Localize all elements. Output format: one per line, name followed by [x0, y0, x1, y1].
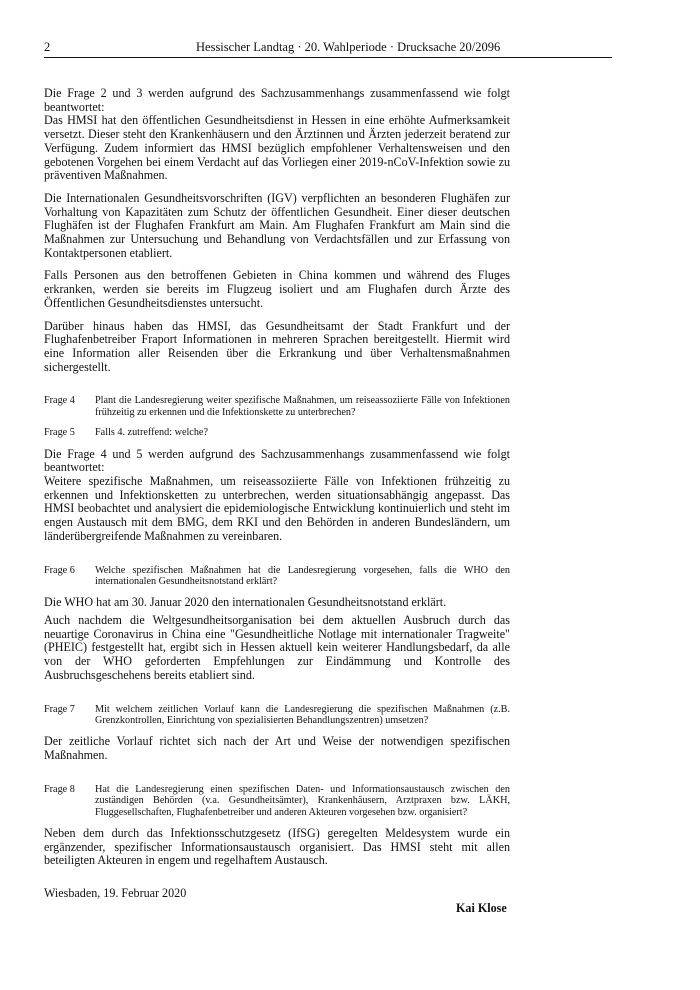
- question-4: [44, 395, 510, 418]
- document-body: [44, 87, 510, 916]
- question-5: [44, 427, 510, 438]
- answer-paragraph: Falls Personen aus den betroffenen Gebieten in China kommen und während des Fluges erkranken, werden sie bereits im Flugzeug isoliert und am Flughafen durch Ärzte des Öffentlichen Gesundheitsdienstes untersucht.: [44, 268, 510, 310]
- question-label: Frage 7: [44, 703, 75, 715]
- question-text: Falls 4. zutreffend: welche?: [95, 427, 208, 439]
- place-date: Wiesbaden, 19. Februar 2020: [44, 886, 187, 901]
- answer-paragraph: Neben dem durch das Infektionsschutzgesetz (IfSG) geregelten Meldesystem wurde ein ergänzender, spezifischer Informationsaustausch organisiert. Das HMSI steht mit allen beteiligten Akteuren in engem und regelhaftem Austausch.: [44, 825, 510, 868]
- header-rule: [44, 57, 612, 58]
- answer-paragraph: Die Internationalen Gesundheitsvorschriften (IGV) verpflichten an besonderen Flughäfen zur Vorhaltung von Kapazitäten zum Schutz der öffentlichen Gesundheit. Einer dieser deutschen Flughäfen ist der Flughafen Frankfurt am Main. Am Flughafen Frankfurt am Main sind die Maßnahmen zur Untersuchung und Behandlung von Verdachtsfällen und zur Erfassung von Kontaktpersonen etabliert.: [44, 190, 510, 260]
- answer-intro-4-5: Die Frage 4 und 5 werden aufgrund des Sachzusammenhangs zusammenfassend wie folgt beantwortet:: [44, 446, 510, 475]
- signature-block: [44, 886, 510, 916]
- answer-paragraph: Das HMSI hat den öffentlichen Gesundheitsdienst in Hessen in eine erhöhte Aufmerksamkeit versetzt. Dieser steht den Krankenhäusern und den Ärztinnen und Ärzten jederzeit beratend zur Verfügung. Zudem informiert das HMSI bezüglich empfohlener Verhaltensweisen und den gebotenen Vorgehen bei einem Verdacht auf das Vorliegen einer 2019-nCoV-Infektion sowie zu präventiven Maßnahmen.: [44, 113, 510, 183]
- page-number: 2: [44, 40, 51, 54]
- question-label: Frage 8: [44, 783, 75, 795]
- page-header: [44, 38, 510, 56]
- answer-paragraph: Die WHO hat am 30. Januar 2020 den internationalen Gesundheitsnotstand erklärt.: [44, 595, 447, 610]
- question-text: Mit welchem zeitlichen Vorlauf kann die Landesregierung die spezifischen Maßnahmen (z.B. Grenzkontrollen, Einrichtung von spezialisierten Behandlungszentren) umsetzen?: [95, 703, 510, 726]
- question-text: Plant die Landesregierung weiter spezifische Maßnahmen, um reiseassoziierte Fälle von Infektionen frühzeitig zu erkennen und die Infektionskette zu unterbrechen?: [95, 395, 510, 418]
- running-title: Hessischer Landtag · 20. Wahlperiode · Drucksache 20/2096: [196, 40, 501, 54]
- answer-paragraph: Darüber hinaus haben das HMSI, das Gesundheitsamt der Stadt Frankfurt und der Flughafenbetreiber Fraport Informationen in mehreren Sprachen bereitgestellt. Hiermit wird eine Information aller Reisenden über die Erkrankung und über Verhaltensmaßnahmen sichergestellt.: [44, 318, 510, 374]
- question-8: [44, 784, 510, 818]
- answer-paragraph: Weitere spezifische Maßnahmen, um reiseassoziierte Fälle von Infektionen frühzeitig zu erkennen und Infektionsketten zu unterbrechen, werden situationsabhängig angepasst. Das HMSI beobachtet und analysiert die epidemiologische Entwicklung kontinuierlich und steht im engen Austausch mit dem BMG, dem RKI und den Behörden in anderen Bundesländern, um länderübergreifende Maßnahmen zu vereinbaren.: [44, 473, 510, 543]
- answer-paragraph: Auch nachdem die Weltgesundheitsorganisation bei dem aktuellen Ausbruch durch das neuartige Coronavirus in China eine "Gesundheitliche Notlage mit internationaler Tragweite" (PHEIC) festgestellt hat, ergibt sich in Hessen aktuell kein weiterer Handlungsbedarf, da alle von der WHO geforderten Empfehlungen zur Eindämmung und Kontrolle des Ausbruchsgeschehens bereits etabliert sind.: [44, 613, 510, 682]
- answer-intro-2-3: Die Frage 2 und 3 werden aufgrund des Sachzusammenhangs zusammenfassend wie folgt beantwortet:: [44, 86, 510, 114]
- answer-paragraph: Der zeitliche Vorlauf richtet sich nach der Art und Weise der notwendigen spezifischen Maßnahmen.: [44, 734, 510, 763]
- question-6: [44, 565, 510, 588]
- question-text: Hat die Landesregierung einen spezifischen Daten- und Informationsaustausch zwischen den zuständigen Behörden (v.a. Gesundheitsämter), Krankenhäusern, Arztpraxen bzw. LÄKH, Fluggesellschaften, Flughafenbetreiber und anderen Akteuren vorgesehen bzw. organisiert?: [95, 783, 510, 818]
- question-7: [44, 704, 510, 727]
- signatory-name: Kai Klose: [456, 901, 507, 916]
- question-label: Frage 4: [44, 395, 75, 407]
- question-label: Frage 6: [44, 564, 75, 576]
- question-label: Frage 5: [44, 427, 75, 439]
- document-page: [44, 38, 510, 916]
- question-text: Welche spezifischen Maßnahmen hat die Landesregierung vorgesehen, falls die WHO den internationalen Gesundheitsnotstand erklärt?: [95, 564, 510, 587]
